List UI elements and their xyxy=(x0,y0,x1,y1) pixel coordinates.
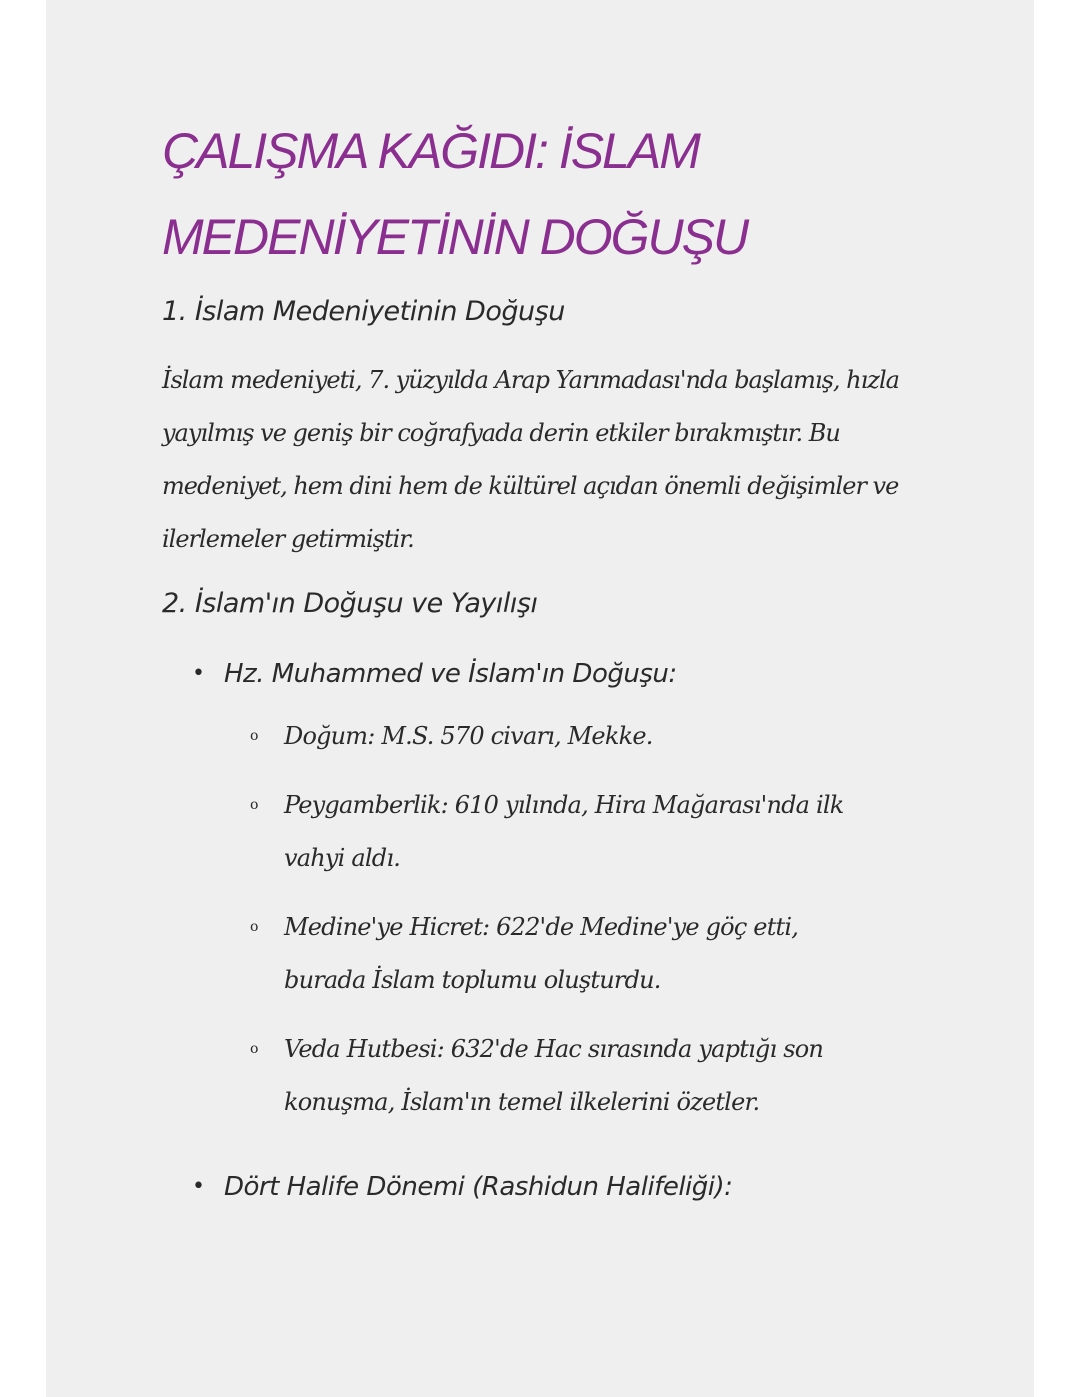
sub-item-text: Medine'ye Hicret: 622'de Medine'ye göç etti, burada İslam toplumu oluşturdu. xyxy=(284,913,799,994)
sub-list-muhammed xyxy=(162,710,922,1129)
document-page xyxy=(46,0,1034,1397)
bullet-dot-icon: • xyxy=(192,661,205,686)
circle-bullet-icon: o xyxy=(250,1041,258,1057)
document-title xyxy=(162,108,922,280)
sub-item-text: Peygamberlik: 610 yılında, Hira Mağarası'nda ilk vahyi aldı. xyxy=(284,791,844,872)
sub-item-peygamberlik xyxy=(162,779,884,885)
bullet-dot-icon: • xyxy=(192,1174,205,1199)
sub-item-veda-hutbesi xyxy=(162,1023,884,1129)
section-2-heading: 2. İslam'ın Doğuşu ve Yayılışı xyxy=(162,588,538,619)
bullet-label: Hz. Muhammed ve İslam'ın Doğuşu: xyxy=(224,659,677,689)
document-content xyxy=(162,108,922,1207)
sub-item-dogum xyxy=(162,710,884,763)
title-line-1: ÇALIŞMA KAĞIDI: İSLAM xyxy=(162,123,699,179)
circle-bullet-icon: o xyxy=(250,797,258,813)
circle-bullet-icon: o xyxy=(250,728,258,744)
sub-item-hicret xyxy=(162,901,884,1007)
title-line-2: MEDENİYETİNİN DOĞUŞU xyxy=(162,209,748,265)
sub-item-text: Doğum: M.S. 570 civarı, Mekke. xyxy=(284,722,653,750)
section-1-paragraph: İslam medeniyeti, 7. yüzyılda Arap Yarımadası'nda başlamış, hızla yayılmış ve geniş bir coğrafyada derin etkiler bırakmıştır. Bu medeniyet, hem dini hem de kültürel açıdan önemli değişimler ve ilerlemeler getirmiştir. xyxy=(162,366,899,553)
bullet-item-dort-halife xyxy=(162,1167,922,1207)
section-1-heading: 1. İslam Medeniyetinin Doğuşu xyxy=(162,296,565,327)
sub-item-text: Veda Hutbesi: 632'de Hac sırasında yaptığı son konuşma, İslam'ın temel ilkelerini özetler. xyxy=(284,1035,824,1116)
circle-bullet-icon: o xyxy=(250,919,258,935)
bullet-label: Dört Halife Dönemi (Rashidun Halifeliği): xyxy=(224,1172,733,1202)
bullet-item-muhammed xyxy=(162,654,922,694)
